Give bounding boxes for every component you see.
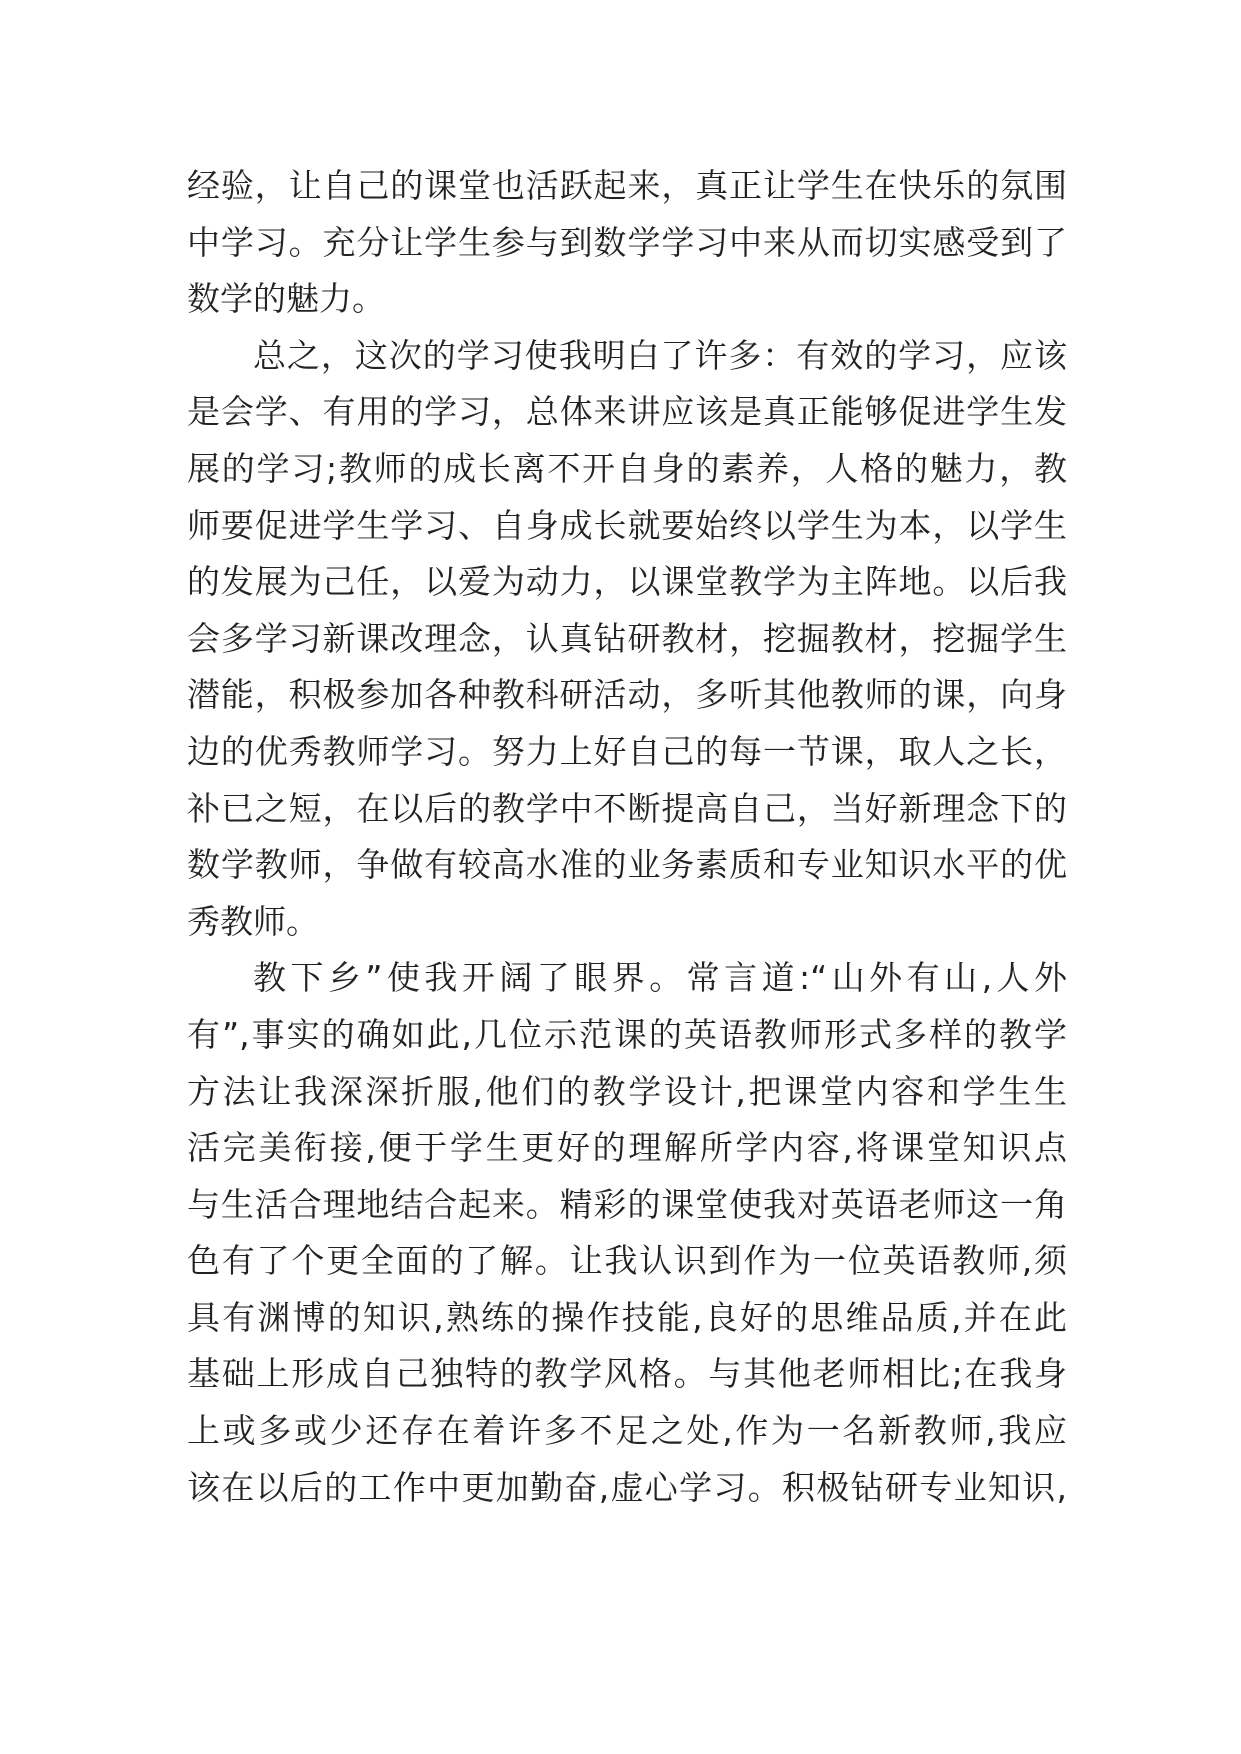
text-line: 展的学习;教师的成长离不开自身的素养，人格的魅力，教 <box>187 448 1067 488</box>
text-line: 方法让我深深折服,他们的教学设计,把课堂内容和学生生 <box>187 1071 1067 1111</box>
text-line: 中学习。充分让学生参与到数学学习中来从而切实感受到了 <box>187 222 1067 262</box>
text-line: 上或多或少还存在着许多不足之处,作为一名新教师,我应 <box>187 1411 1067 1451</box>
text-line: 有”,事实的确如此,几位示范课的英语教师形式多样的教学 <box>187 1014 1067 1054</box>
paragraph-start-line: 教下乡”使我开阔了眼界。常言道:“山外有山,人外 <box>253 958 1067 998</box>
document-body <box>187 158 1067 1516</box>
paragraph-start-line: 总之，这次的学习使我明白了许多：有效的学习，应该 <box>253 335 1067 375</box>
text-line: 会多学习新课改理念，认真钻研教材，挖掘教材，挖掘学生 <box>187 618 1067 658</box>
text-line: 师要促进学生学习、自身成长就要始终以学生为本，以学生 <box>187 505 1067 545</box>
text-line: 经验，让自己的课堂也活跃起来，真正让学生在快乐的氛围 <box>187 166 1067 205</box>
text-line: 是会学、有用的学习，总体来讲应该是真正能够促进学生发 <box>187 392 1067 432</box>
text-line: 基础上形成自己独特的教学风格。与其他老师相比;在我身 <box>187 1354 1067 1394</box>
text-line: 数学教师，争做有较高水准的业务素质和专业知识水平的优 <box>187 845 1067 885</box>
text-line: 数学的魅力。 <box>187 279 385 319</box>
text-line: 具有渊博的知识,熟练的操作技能,良好的思维品质,并在此 <box>187 1297 1067 1337</box>
text-line: 的发展为己任，以爱为动力，以课堂教学为主阵地。以后我 <box>187 562 1067 602</box>
text-line: 补已之短，在以后的教学中不断提高自己，当好新理念下的 <box>187 788 1067 828</box>
text-line: 色有了个更全面的了解。让我认识到作为一位英语教师,须 <box>187 1241 1067 1281</box>
text-line: 该在以后的工作中更加勤奋,虚心学习。积极钻研专业知识, <box>187 1467 1067 1507</box>
text-line: 边的优秀教师学习。努力上好自己的每一节课，取人之长， <box>187 731 1067 771</box>
text-line: 与生活合理地结合起来。精彩的课堂使我对英语老师这一角 <box>187 1184 1067 1224</box>
text-line: 秀教师。 <box>187 901 319 941</box>
text-line: 活完美衔接,便于学生更好的理解所学内容,将课堂知识点 <box>187 1128 1067 1168</box>
text-line: 潜能，积极参加各种教科研活动，多听其他教师的课，向身 <box>187 675 1067 715</box>
